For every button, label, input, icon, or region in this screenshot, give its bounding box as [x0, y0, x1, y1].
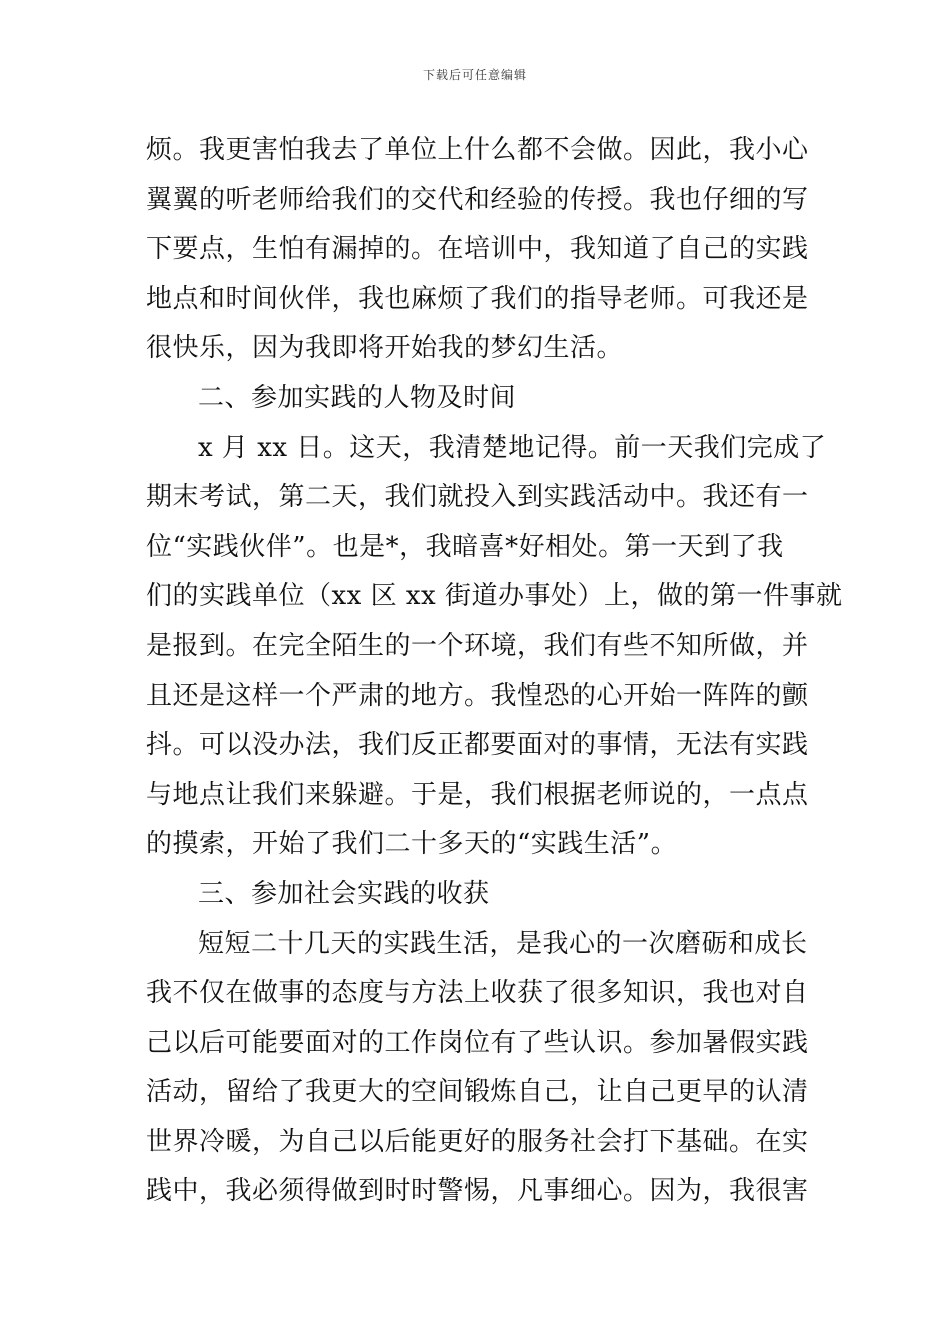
- text-line: 下要点，生怕有漏掉的。在培训中，我知道了自己的实践: [146, 234, 809, 265]
- text-line: 践中，我必须得做到时时警惕，凡事细心。因为，我很害: [146, 1176, 809, 1207]
- document-body: [146, 126, 843, 1217]
- text-line: 我不仅在做事的态度与方法上收获了很多知识，我也对自: [146, 978, 809, 1009]
- text-line: 世界冷暖，为自己以后能更好的服务社会打下基础。在实: [146, 1126, 809, 1157]
- text-line: 期末考试，第二天，我们就投入到实践活动中。我还有一: [146, 482, 809, 513]
- text-line: 们的实践单位（xx 区 xx 街道办事处）上，做的第一件事就: [146, 581, 843, 612]
- text-line: 烦。我更害怕我去了单位上什么都不会做。因此，我小心: [146, 135, 809, 165]
- text-line: 活动，留给了我更大的空间锻炼自己，让自己更早的认清: [146, 1077, 809, 1108]
- text-line: 翼翼的听老师给我们的交代和经验的传授。我也仔细的写: [146, 184, 809, 215]
- page-header: 下载后可任意编辑: [422, 68, 527, 82]
- text-line: 抖。可以没办法，我们反正都要面对的事情，无法有实践: [146, 730, 809, 761]
- text-line: 地点和时间伙伴，我也麻烦了我们的指导老师。可我还是: [146, 283, 809, 314]
- section-heading: 二、参加实践的人物及时间: [198, 382, 517, 413]
- text-line: 很快乐，因为我即将开始我的梦幻生活。: [146, 333, 624, 364]
- text-line: 短短二十几天的实践生活，是我心的一次磨砺和成长: [198, 928, 808, 959]
- section-heading: 三、参加社会实践的收获: [198, 878, 490, 909]
- text-line: 己以后可能要面对的工作岗位有了些认识。参加暑假实践: [146, 1027, 809, 1058]
- text-line: 与地点让我们来躲避。于是，我们根据老师说的，一点点: [146, 779, 809, 810]
- text-line: x 月 xx 日。这天，我清楚地记得。前一天我们完成了: [198, 432, 827, 463]
- text-line: 位“实践伙伴”。也是*，我暗喜*好相处。第一天到了我: [146, 531, 784, 562]
- text-line: 且还是这样一个严肃的地方。我惶恐的心开始一阵阵的颤: [146, 680, 809, 711]
- text-line: 的摸索，开始了我们二十多天的“实践生活”。: [146, 829, 678, 860]
- text-line: 是报到。在完全陌生的一个环境，我们有些不知所做，并: [146, 630, 809, 661]
